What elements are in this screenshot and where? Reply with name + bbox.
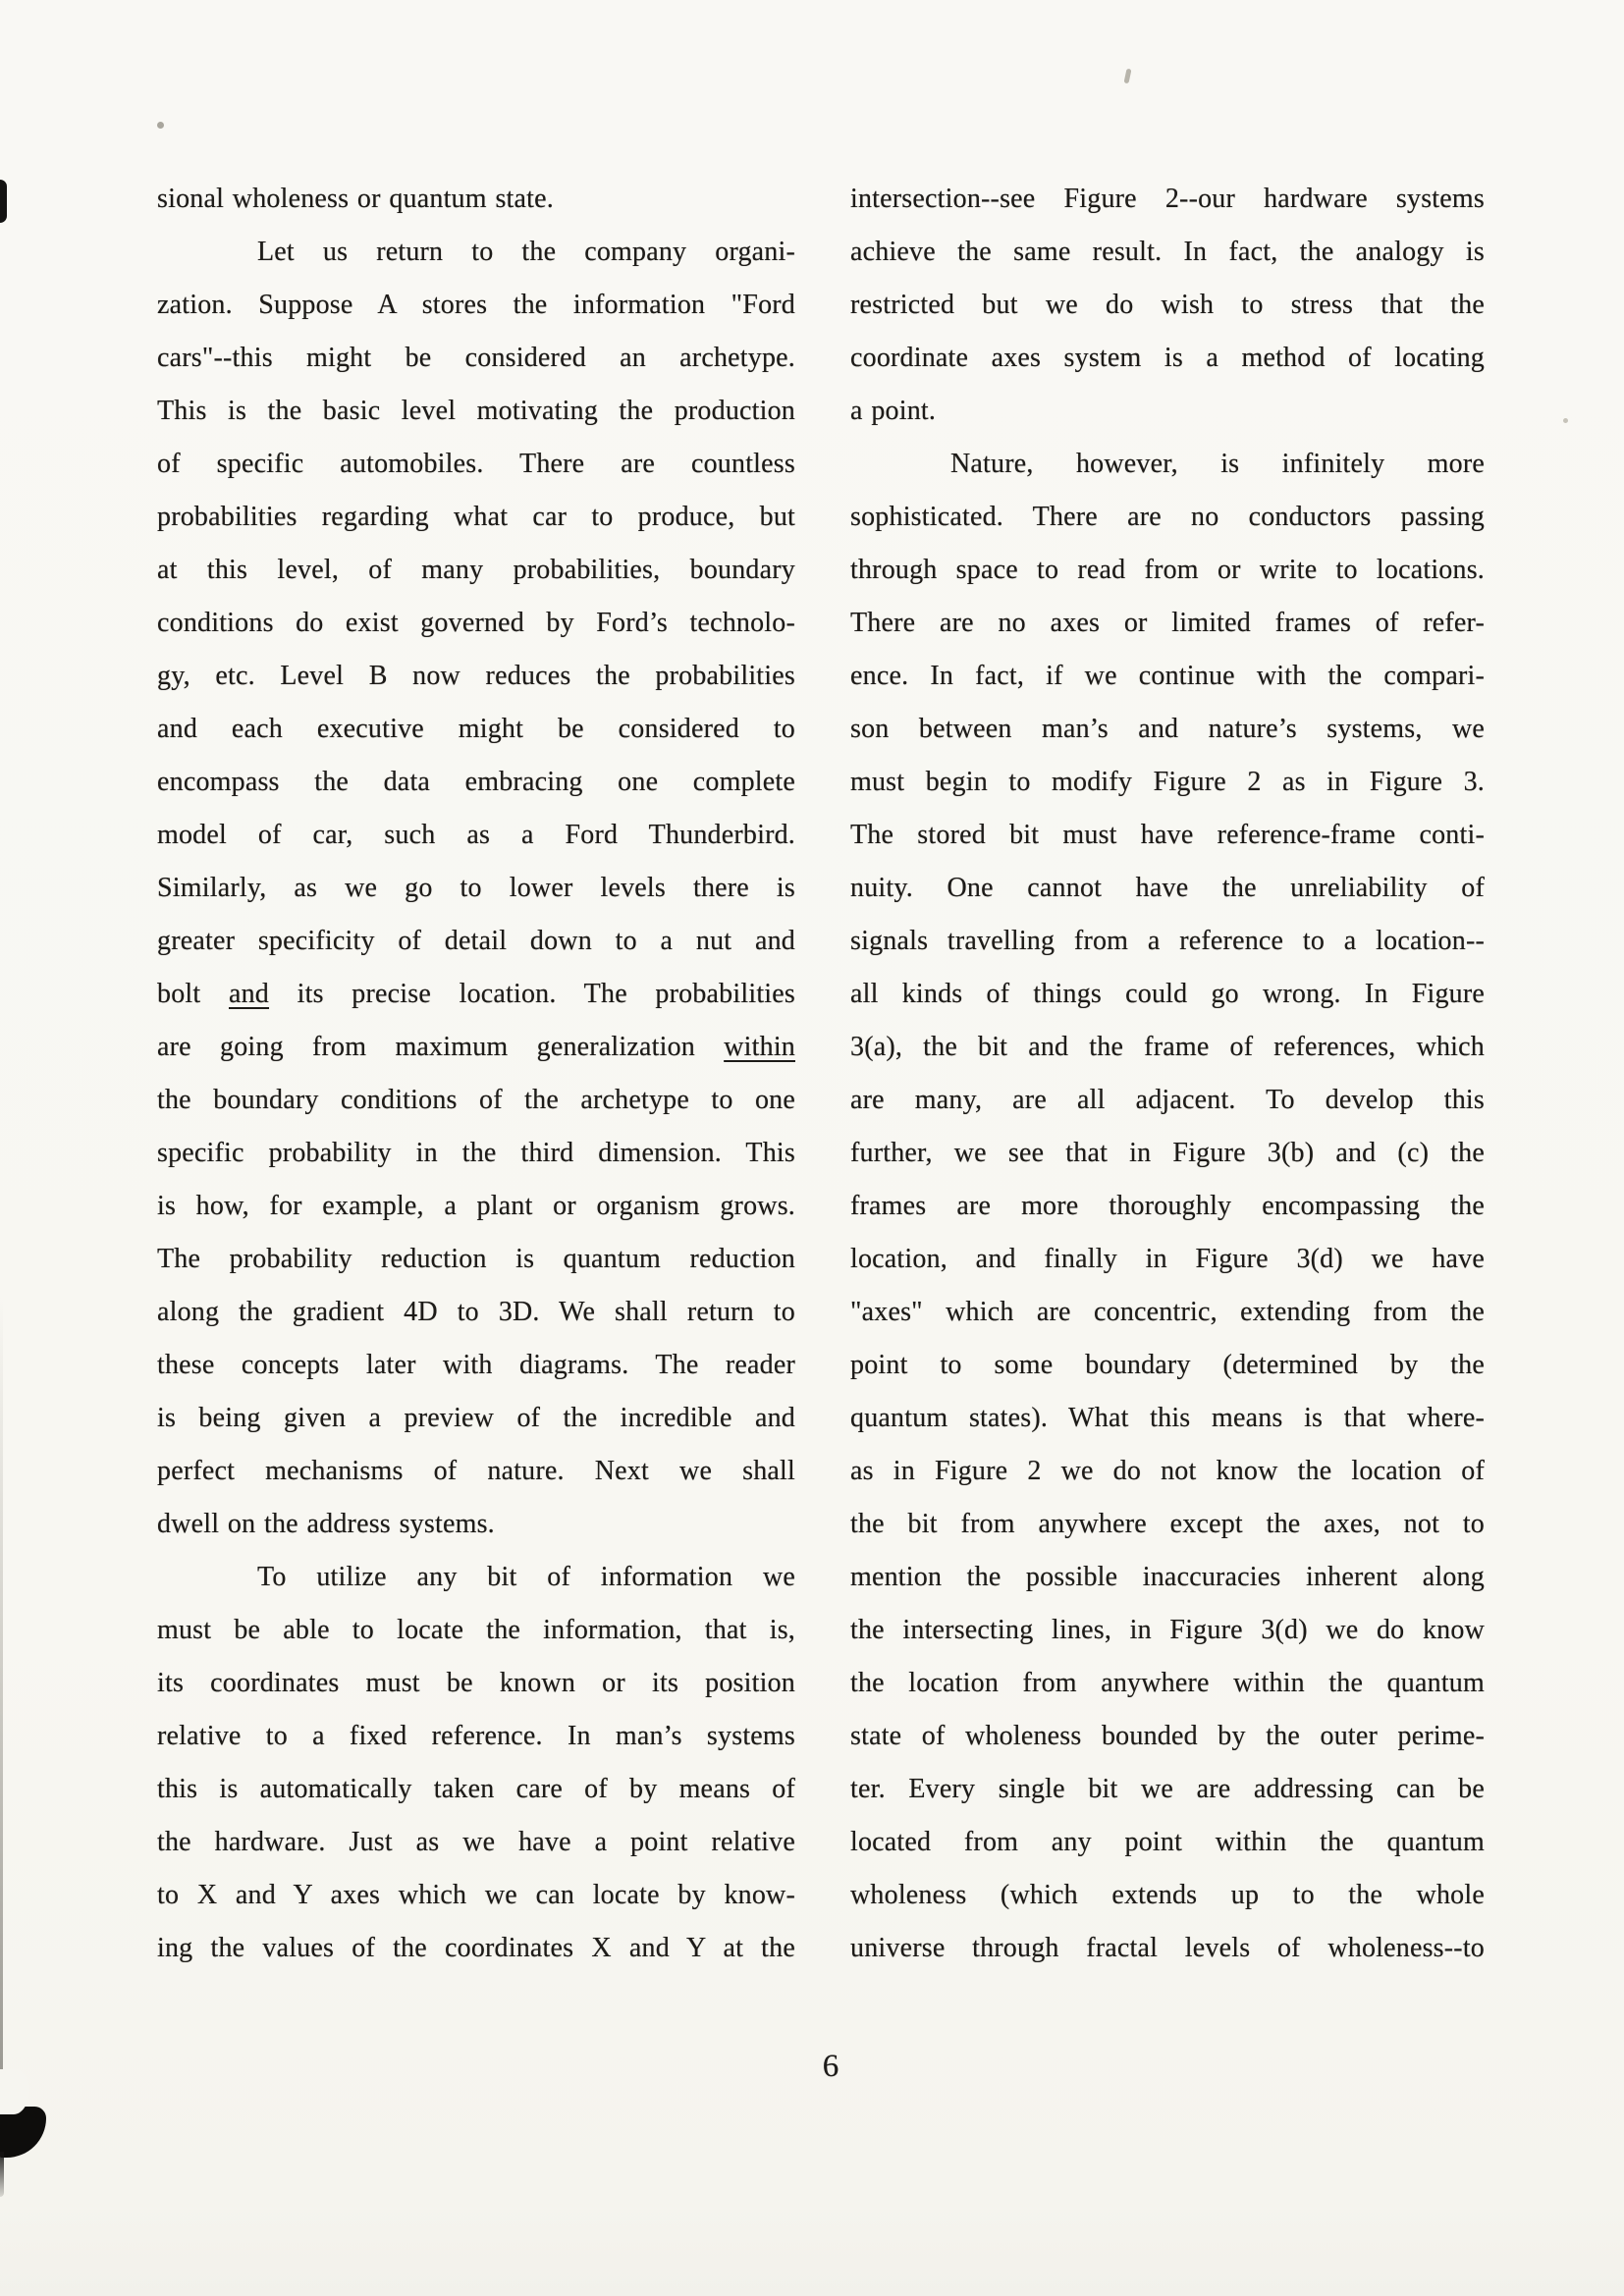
text-segment: coordinate axes system is a method of locating: [850, 343, 1485, 373]
text-line: [850, 385, 1485, 438]
text-segment: dwell on the address systems.: [157, 1509, 495, 1539]
dust-speck: [1563, 418, 1568, 423]
text-line: [157, 544, 795, 597]
text-segment: Nature, however, is infinitely more: [950, 449, 1485, 479]
text-segment: the location from anywhere within the quantum: [850, 1668, 1485, 1698]
dust-speck: [157, 122, 164, 129]
text-line: [850, 1286, 1485, 1339]
text-line: [850, 1445, 1485, 1498]
text-line: [157, 1392, 795, 1445]
text-line: [157, 385, 795, 438]
text-line: [157, 1127, 795, 1180]
text-line: [850, 1074, 1485, 1127]
text-line: [157, 1339, 795, 1392]
text-segment: all kinds of things could go wrong. In Figure: [850, 979, 1485, 1009]
text-line: [850, 279, 1485, 332]
text-column-left: [157, 173, 795, 1975]
text-segment: along the gradient 4D to 3D. We shall return to: [157, 1297, 795, 1327]
text-line: [850, 756, 1485, 809]
text-line: [157, 1498, 795, 1551]
text-segment: The probability reduction is quantum reduction: [157, 1244, 795, 1274]
text-line: [850, 1498, 1485, 1551]
text-segment: location, and finally in Figure 3(d) we have: [850, 1244, 1485, 1274]
text-line: [157, 703, 795, 756]
text-segment: Similarly, as we go to lower levels there is: [157, 873, 795, 903]
text-segment: frames are more thoroughly encompassing the: [850, 1191, 1485, 1221]
text-line: [157, 1763, 795, 1816]
text-segment: wholeness (which extends up to the whole: [850, 1880, 1485, 1910]
text-line: [850, 862, 1485, 915]
text-line: [157, 1816, 795, 1869]
text-segment: as in Figure 2 we do not know the location of: [850, 1456, 1485, 1486]
text-segment: This is the basic level motivating the production: [157, 396, 795, 426]
text-segment: ing the values of the coordinates X and Y at the: [157, 1933, 795, 1963]
text-segment: must be able to locate the information, that is,: [157, 1615, 795, 1645]
text-segment: nuity. One cannot have the unreliability of: [850, 873, 1485, 903]
text-segment: greater specificity of detail down to a nut and: [157, 926, 795, 956]
text-line: [850, 438, 1485, 491]
text-line: [850, 173, 1485, 226]
text-segment: to X and Y axes which we can locate by know-: [157, 1880, 795, 1910]
text-segment: the boundary conditions of the archetype to one: [157, 1085, 795, 1115]
text-line: [850, 1127, 1485, 1180]
text-segment: Let us return to the company organi-: [257, 237, 795, 267]
text-segment: this is automatically taken care of by means of: [157, 1774, 795, 1804]
text-segment: must begin to modify Figure 2 as in Figure 3.: [850, 767, 1485, 797]
text-line: [850, 597, 1485, 650]
left-edge-scan-mark: [0, 180, 7, 223]
text-segment: its precise location. The probabilities: [269, 979, 796, 1009]
text-segment: is being given a preview of the incredible and: [157, 1403, 795, 1433]
text-segment: is how, for example, a plant or organism grows.: [157, 1191, 795, 1221]
text-segment: ter. Every single bit we are addressing can be: [850, 1774, 1485, 1804]
text-segment: are going from maximum generalization: [157, 1032, 725, 1062]
text-line: [850, 1763, 1485, 1816]
text-line: [157, 597, 795, 650]
text-segment: further, we see that in Figure 3(b) and (c) the: [850, 1138, 1485, 1168]
text-segment: ence. In fact, if we continue with the compari-: [850, 661, 1485, 691]
text-segment: the intersecting lines, in Figure 3(d) we do know: [850, 1615, 1485, 1645]
text-segment: sophisticated. There are no conductors passing: [850, 502, 1485, 532]
text-segment: state of wholeness bounded by the outer perime-: [850, 1721, 1485, 1751]
text-line: [850, 915, 1485, 968]
text-line: [850, 1339, 1485, 1392]
text-line: [157, 1445, 795, 1498]
dust-speck: [1123, 69, 1131, 84]
text-line: [850, 226, 1485, 279]
text-line: [850, 809, 1485, 862]
text-line: [850, 968, 1485, 1021]
text-line: [157, 1021, 795, 1074]
text-segment: the hardware. Just as we have a point relative: [157, 1827, 795, 1857]
text-line: [157, 438, 795, 491]
text-line: [850, 1180, 1485, 1233]
left-edge-scan-line-tail: [0, 2152, 4, 2197]
text-line: [850, 1710, 1485, 1763]
text-segment: at this level, of many probabilities, boundary: [157, 555, 795, 585]
text-segment: perfect mechanisms of nature. Next we shall: [157, 1456, 795, 1486]
text-segment: are many, are all adjacent. To develop this: [850, 1085, 1485, 1115]
text-segment: signals travelling from a reference to a location--: [850, 926, 1485, 956]
text-segment: zation. Suppose A stores the information "Ford: [157, 290, 795, 320]
underlined-word: and: [228, 979, 270, 1009]
text-line: [157, 1604, 795, 1657]
text-segment: located from any point within the quantum: [850, 1827, 1485, 1857]
text-segment: gy, etc. Level B now reduces the probabilities: [157, 661, 795, 691]
text-segment: probabilities regarding what car to produce, but: [157, 502, 795, 532]
text-segment: the bit from anywhere except the axes, not to: [850, 1509, 1485, 1539]
text-line: [850, 650, 1485, 703]
text-column-right: [850, 173, 1485, 1975]
text-line: [850, 1392, 1485, 1445]
text-line: [850, 1657, 1485, 1710]
text-segment: of specific automobiles. There are countless: [157, 449, 795, 479]
text-line: [157, 332, 795, 385]
text-line: [157, 650, 795, 703]
text-line: [850, 544, 1485, 597]
text-segment: conditions do exist governed by Ford’s technolo-: [157, 608, 795, 638]
text-segment: The stored bit must have reference-frame conti-: [850, 820, 1485, 850]
text-line: [850, 491, 1485, 544]
text-line: [850, 1816, 1485, 1869]
underlined-word: within: [724, 1032, 795, 1062]
text-segment: through space to read from or write to locations.: [850, 555, 1485, 585]
text-segment: restricted but we do wish to stress that the: [850, 290, 1485, 320]
text-segment: relative to a fixed reference. In man’s systems: [157, 1721, 795, 1751]
text-line: [850, 1551, 1485, 1604]
text-line: [157, 1233, 795, 1286]
page-number: 6: [822, 2049, 839, 2084]
text-segment: its coordinates must be known or its position: [157, 1668, 795, 1698]
text-line: [157, 491, 795, 544]
text-segment: bolt: [157, 979, 229, 1009]
text-line: [850, 703, 1485, 756]
text-segment: There are no axes or limited frames of refer-: [850, 608, 1485, 638]
text-segment: 3(a), the bit and the frame of references, which: [850, 1032, 1485, 1062]
text-line: [157, 915, 795, 968]
text-line: [157, 1180, 795, 1233]
text-segment: encompass the data embracing one complete: [157, 767, 795, 797]
text-line: [157, 1710, 795, 1763]
text-line: [850, 1922, 1485, 1975]
text-segment: mention the possible inaccuracies inherent along: [850, 1562, 1485, 1592]
text-segment: point to some boundary (determined by the: [850, 1350, 1485, 1380]
text-segment: a point.: [850, 396, 937, 426]
text-segment: son between man’s and nature’s systems, we: [850, 714, 1485, 744]
text-segment: sional wholeness or quantum state.: [157, 184, 554, 214]
text-segment: achieve the same result. In fact, the analogy is: [850, 237, 1485, 267]
left-edge-scan-line: [0, 1296, 3, 2069]
text-line: [850, 1869, 1485, 1922]
text-line: [157, 756, 795, 809]
text-line: [157, 1869, 795, 1922]
text-line: [157, 968, 795, 1021]
text-line: [157, 226, 795, 279]
text-line: [157, 1657, 795, 1710]
text-segment: To utilize any bit of information we: [257, 1562, 795, 1592]
text-segment: and each executive might be considered to: [157, 714, 795, 744]
text-segment: model of car, such as a Ford Thunderbird.: [157, 820, 795, 850]
text-line: [157, 173, 795, 226]
text-segment: these concepts later with diagrams. The reader: [157, 1350, 795, 1380]
text-line: [157, 1551, 795, 1604]
text-line: [850, 332, 1485, 385]
text-line: [157, 1074, 795, 1127]
text-line: [157, 1922, 795, 1975]
text-line: [850, 1021, 1485, 1074]
text-segment: "axes" which are concentric, extending from the: [850, 1297, 1485, 1327]
text-line: [850, 1233, 1485, 1286]
text-line: [157, 809, 795, 862]
text-line: [157, 279, 795, 332]
text-segment: specific probability in the third dimension. This: [157, 1138, 795, 1168]
text-line: [157, 1286, 795, 1339]
text-line: [157, 862, 795, 915]
text-line: [850, 1604, 1485, 1657]
text-segment: universe through fractal levels of wholeness--to: [850, 1933, 1485, 1963]
text-segment: intersection--see Figure 2--our hardware systems: [850, 184, 1485, 214]
text-segment: quantum states). What this means is that where-: [850, 1403, 1485, 1433]
text-segment: cars"--this might be considered an archetype.: [157, 343, 795, 373]
